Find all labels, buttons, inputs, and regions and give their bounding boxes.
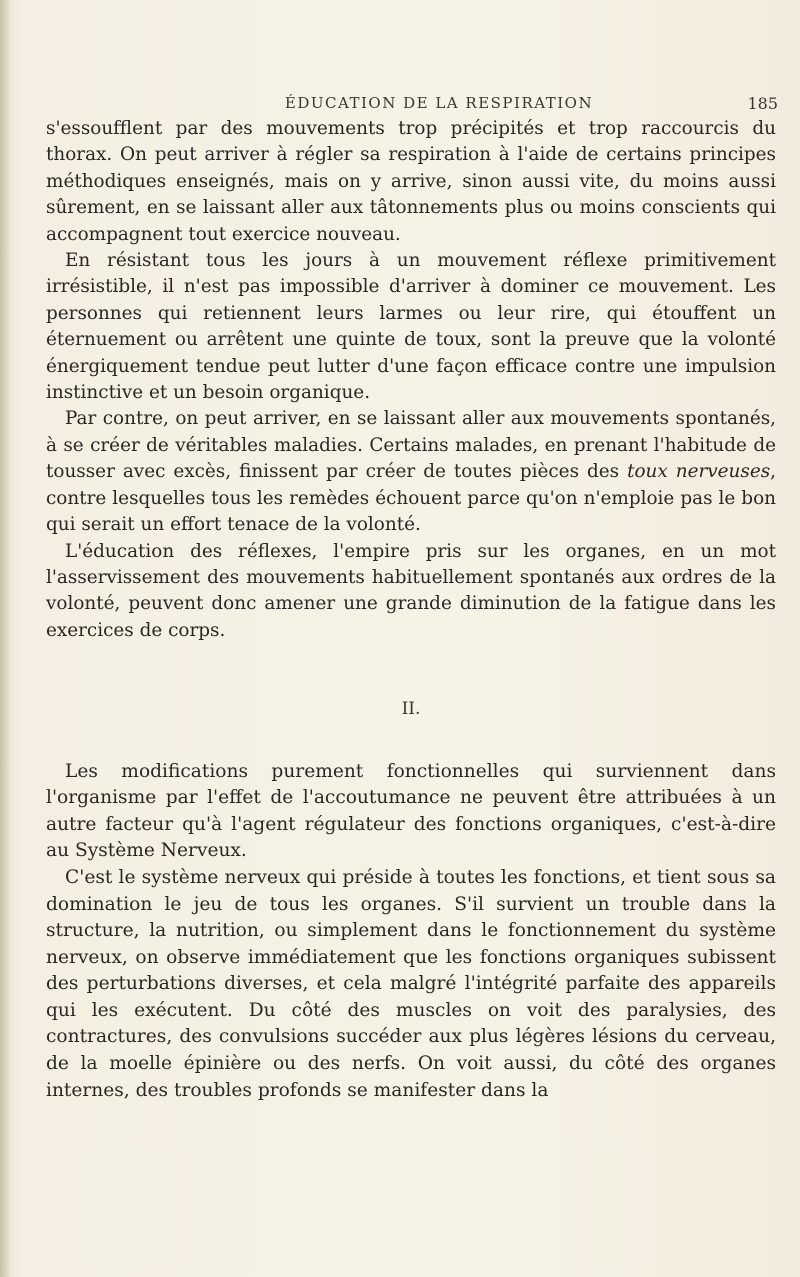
paragraph-5: Les modifications purement fonctionnelles qui surviennent dans l'organisme par l'effet de l'accoutumance ne peuvent être attribuées à un autre facteur qu'à l'agent régulateur des fonctions organiques, c'est-à-dire au Système Nerveux. (46, 760, 776, 862)
paragraph-6: C'est le système nerveux qui préside à toutes les fonctions, et tient sous sa domination le jeu de tous les organes. S'il survient un trouble dans la structure, la nutrition, ou simplement dans le fonctionnement du système nerveux, on observe immédiatement que les fonctions organiques subissent des perturbations diverses, et cela malgré l'intégrité parfaite des appareils qui les exécutent. Du côté des muscles on voit des paralysies, des contractures, des convulsions succéder aux plus légères lésions du cerveau, de la moelle épinière ou des nerfs. On voit aussi, du côté des organes internes, des troubles profonds se manifester dans la (46, 866, 776, 1101)
paragraph-3 (46, 406, 776, 538)
paragraph-1: s'essoufflent par des mouvements trop précipités et trop raccourcis du thorax. On peut arriver à régler sa respiration à l'aide de certains principes méthodiques enseignés, mais on y arrive, sinon aussi vite, du moins aussi sûrement, en se laissant aller aux tâtonnements plus ou moins conscients qui accompagnent tout exercice nouveau. (46, 118, 776, 245)
book-spine-shadow (0, 0, 10, 1277)
page-header (100, 94, 778, 118)
page-number: 185 (747, 94, 778, 113)
paragraph-2: En résistant tous les jours à un mouvement réflexe primitivement irrésistible, il n'est pas impossible d'arriver à dominer ce mouvement. Les personnes qui retiennent leurs larmes ou leur rire, qui étouffent un éternuement ou arrêtent une quinte de toux, sont la preuve que la volonté énergiquement tendue peut lutter d'une façon efficace contre une impulsion instinctive et un besoin organique. (46, 250, 776, 404)
paragraph-4: L'éducation des réflexes, l'empire pris sur les organes, en un mot l'asservissement des mouvements habituellement spontanés aux ordres de la volonté, peuvent donc amener une grande diminution de la fatigue dans les exercices de corps. (46, 540, 776, 641)
paragraph-3-text-end: , contre lesquelles tous les remèdes échouent parce qu'on n'emploie pas le bon qui serait un effort tenace de la volonté. (46, 461, 776, 536)
section-heading: II. (401, 699, 421, 720)
paragraph-3-italic-term: toux nerveuses (627, 461, 771, 483)
body-text (46, 116, 776, 1104)
running-title: ÉDUCATION DE LA RESPIRATION (284, 94, 594, 112)
paragraph-3-text-start: Par contre, on peut arriver, en se laissant aller aux mouvements spontanés, à se créer de véritables maladies. Certains malades, en prenant l'habitude de tousser avec excès, finissent par créer de toutes pièces des (46, 408, 776, 483)
section-2 (46, 759, 776, 1105)
